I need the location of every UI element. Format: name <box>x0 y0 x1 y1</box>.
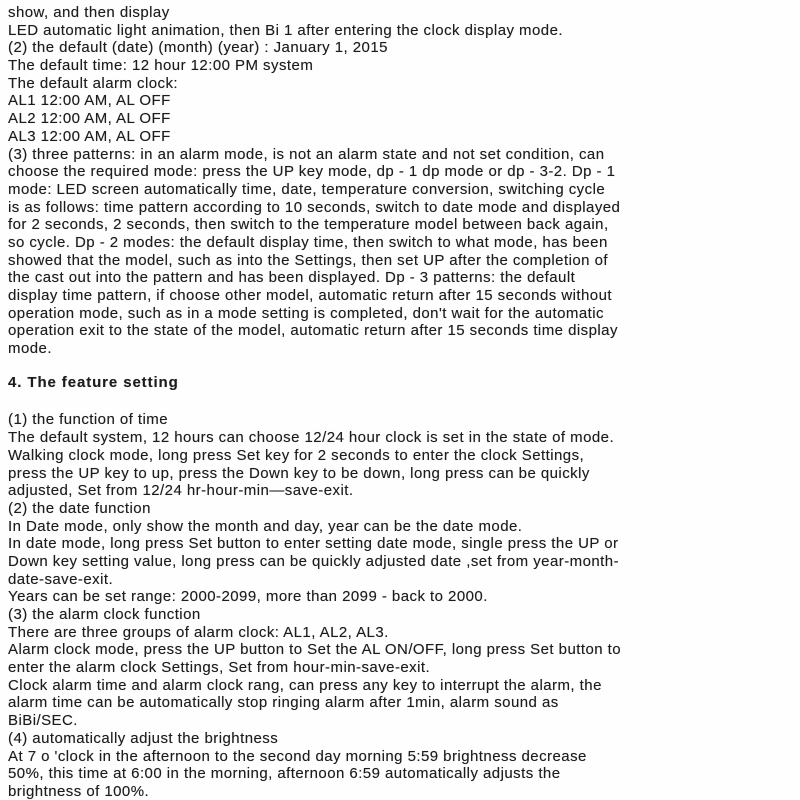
text-line: brightness of 100%. <box>8 782 150 800</box>
text-line: operation mode, such as in a mode setting is completed, don't wait for the automatic <box>8 304 604 322</box>
text-line: The default time: 12 hour 12:00 PM system <box>8 57 314 75</box>
text-line: choose the required mode: press the UP key mode, dp - 1 dp mode or dp - 3-2. Dp - 1 <box>8 163 616 181</box>
text-line: (3) three patterns: in an alarm mode, is not an alarm state and not set condition, can <box>8 145 605 163</box>
text-line: for 2 seconds, 2 seconds, then switch to the temperature model between back again, <box>8 216 609 234</box>
text-line: (2) the date function <box>8 499 151 517</box>
text-line: mode. <box>8 340 52 358</box>
text-line: The default alarm clock: <box>8 74 179 92</box>
text-line: Clock alarm time and alarm clock rang, can press any key to interrupt the alarm, the <box>8 676 602 694</box>
text-line: Down key setting value, long press can be quickly adjusted date ,set from year-month- <box>8 552 620 570</box>
section-heading: 4. The feature setting <box>8 373 179 391</box>
text-line: (4) automatically adjust the brightness <box>8 729 279 747</box>
paragraph-gap <box>8 358 790 374</box>
text-line: In date mode, long press Set button to enter setting date mode, single press the UP or <box>8 535 619 553</box>
text-line: In Date mode, only show the month and day, year can be the date mode. <box>8 517 523 535</box>
text-line: Years can be set range: 2000-2099, more than 2099 - back to 2000. <box>8 588 488 606</box>
text-line: (3) the alarm clock function <box>8 606 201 623</box>
text-line: LED automatic light animation, then Bi 1 after entering the clock display mode. <box>8 21 563 39</box>
text-line: mode: LED screen automatically time, date, temperature conversion, switching cycle <box>8 180 606 198</box>
text-line: At 7 o 'clock in the afternoon to the second day morning 5:59 brightness decrease <box>8 747 587 765</box>
text-line: BiBi/SEC. <box>8 712 78 730</box>
text-line: display time pattern, if choose other model, automatic return after 15 seconds without <box>8 287 612 304</box>
text-line: The default system, 12 hours can choose 12/24 hour clock is set in the state of mode. <box>8 429 615 447</box>
text-line: enter the alarm clock Settings, Set from hour-min-save-exit. <box>8 659 431 677</box>
text-line: (2) the default (date) (month) (year) : January 1, 2015 <box>8 39 388 57</box>
text-line: adjusted, Set from 12/24 hr-hour-min—save-exit. <box>8 482 354 500</box>
text-line: is as follows: time pattern according to 10 seconds, switch to date mode and displayed <box>8 198 621 216</box>
paragraph-block-intro <box>8 4 790 358</box>
text-line: so cycle. Dp - 2 modes: the default display time, then switch to what mode, has been <box>8 233 608 251</box>
text-line: showed that the model, such as into the Settings, then set UP after the completion of <box>8 251 608 269</box>
text-line: show, and then display <box>8 4 170 21</box>
text-line: There are three groups of alarm clock: AL1, AL2, AL3. <box>8 623 389 641</box>
text-line: alarm time can be automatically stop ringing alarm after 1min, alarm sound as <box>8 694 559 712</box>
text-line: press the UP key to up, press the Down key to be down, long press can be quickly <box>8 464 590 482</box>
text-line: AL3 12:00 AM, AL OFF <box>8 127 171 145</box>
paragraph-gap <box>8 391 790 411</box>
text-line: AL1 12:00 AM, AL OFF <box>8 92 171 110</box>
text-line: AL2 12:00 AM, AL OFF <box>8 110 171 128</box>
text-line: Alarm clock mode, press the UP button to Set the AL ON/OFF, long press Set button to <box>8 641 622 659</box>
text-line: the cast out into the pattern and has been displayed. Dp - 3 patterns: the default <box>8 269 576 287</box>
text-line: operation exit to the state of the model, automatic return after 15 seconds time display <box>8 322 618 340</box>
text-line: date-save-exit. <box>8 570 114 588</box>
text-line: Walking clock mode, long press Set key for 2 seconds to enter the clock Settings, <box>8 446 585 464</box>
paragraph-block-feature-setting <box>8 411 790 800</box>
text-line: 50%, this time at 6:00 in the morning, afternoon 6:59 automatically adjusts the <box>8 765 561 783</box>
text-line: (1) the function of time <box>8 411 169 429</box>
